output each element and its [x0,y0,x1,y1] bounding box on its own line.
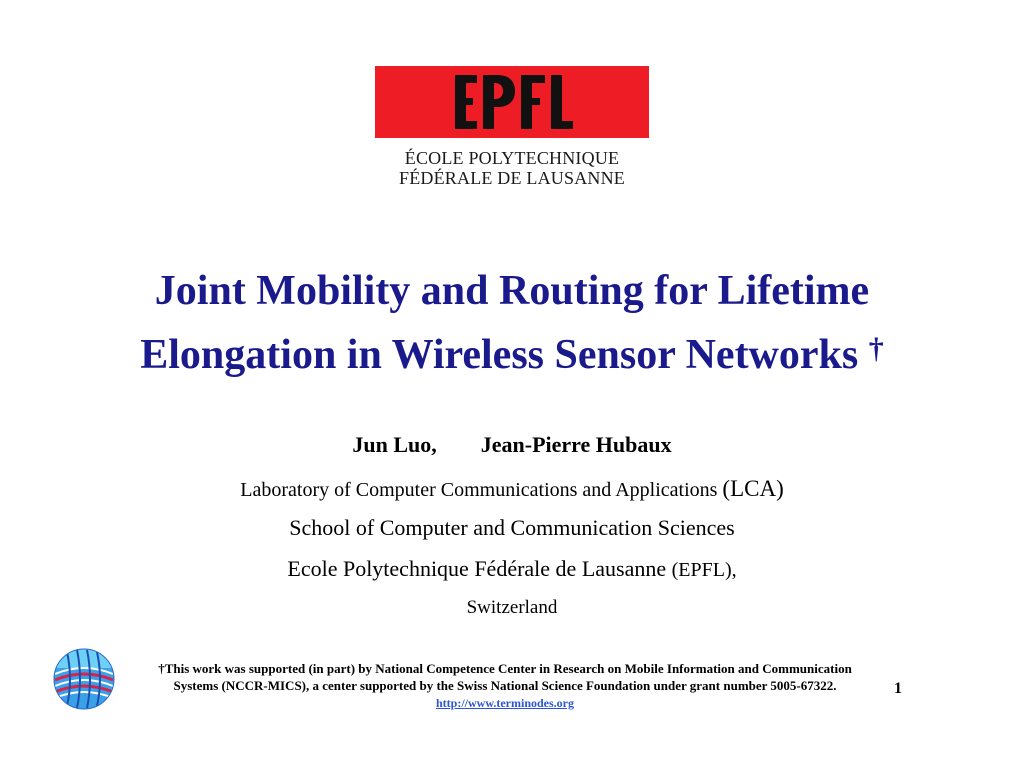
page-number: 1 [894,680,902,697]
affiliation-university-name: Ecole Polytechnique Fédérale de Lausanne [287,556,667,581]
affiliation-lab [0,476,1024,502]
logo-text-line1: ÉCOLE POLYTECHNIQUE [404,148,620,168]
footnote-line-2: Systems (NCCR-MICS), a center supported by the Swiss National Science Foundation under grant number 5005-67322. [173,678,837,693]
epfl-logo-banner [375,66,649,138]
funding-footnote [120,660,890,712]
affiliation-university-abbr: (EPFL), [671,559,737,581]
author-1: Jun Luo, [352,432,437,457]
affiliation-university [0,556,1024,582]
title-line-2-text: Elongation in Wireless Sensor Networks [140,332,859,378]
footnote-line-1: †This work was supported (in part) by National Competence Center in Research on Mobile Information and Communication [158,661,852,676]
title-dagger-marker: † [868,332,884,365]
slide-title [40,262,984,384]
epfl-logo-mark [375,66,649,138]
footnote-line-3 [120,694,890,712]
affiliation-lab-abbr: (LCA) [722,476,784,501]
affiliation-lab-name: Laboratory of Computer Communications and Applications [240,479,718,501]
authors [0,432,1024,458]
terminodes-globe-icon [53,648,115,710]
title-line-2 [40,320,984,384]
logo-text-line2: FÉDÉRALE DE LAUSANNE [399,168,625,188]
terminodes-link[interactable]: http://www.terminodes.org [436,696,574,710]
title-line-1: Joint Mobility and Routing for Lifetime [154,268,870,314]
author-2: Jean-Pierre Hubaux [480,432,672,457]
affiliation-school: School of Computer and Communication Sciences [289,515,735,540]
affiliation-country: Switzerland [466,597,558,618]
epfl-logo [375,66,649,190]
